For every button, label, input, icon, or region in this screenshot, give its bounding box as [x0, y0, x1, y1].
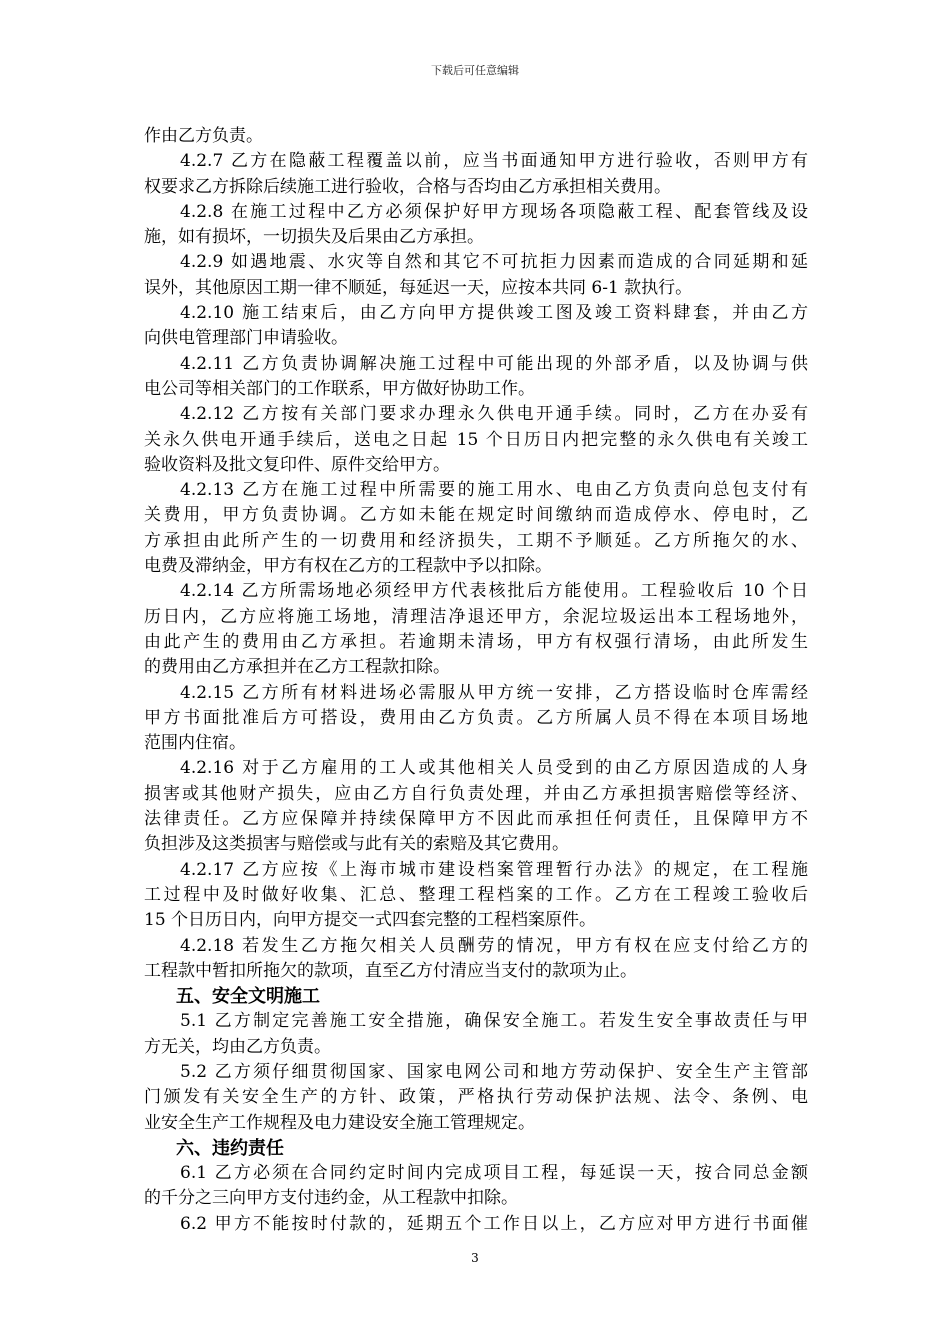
- text-line: 15 个日历日内，向甲方提交一式四套完整的工程档案原件。: [144, 910, 597, 931]
- clause-4-2-17: 4.2.17 乙方应按《上海市城市建设档案管理暂行办法》的规定，在工程施: [180, 859, 808, 880]
- text-line: 工程款中暂扣所拖欠的款项，直至乙方付清应当支付的款项为止。: [144, 960, 637, 981]
- text-line: 历日内，乙方应将施工场地，清理洁净退还甲方，余泥垃圾运出本工程场地外，: [144, 606, 808, 627]
- text-line: 误外，其他原因工期一律不顺延，每延迟一天，应按本共同 6-1 款执行。: [144, 277, 693, 298]
- text-line: 业安全生产工作规程及电力建设安全施工管理规定。: [144, 1112, 535, 1133]
- text-line: 由此产生的费用由乙方承担。若逾期未清场，甲方有权强行清场，由此所发生: [144, 631, 808, 652]
- clause-5-1: 5.1 乙方制定完善施工安全措施，确保安全施工。若发生安全事故责任与甲: [180, 1011, 808, 1032]
- text-line: 电费及滞纳金，甲方有权在乙方的工程款中予以扣除。: [144, 556, 552, 577]
- text-line: 方无关，均由乙方负责。: [144, 1036, 331, 1057]
- clause-6-2: 6.2 甲方不能按时付款的，延期五个工作日以上，乙方应对甲方进行书面催: [180, 1213, 808, 1234]
- text-line: 的费用由乙方承担并在乙方工程款扣除。: [144, 657, 450, 678]
- clause-4-2-18: 4.2.18 若发生乙方拖欠相关人员酬劳的情况，甲方有权在应支付给乙方的: [180, 935, 808, 956]
- text-line: 的千分之三向甲方支付违约金，从工程款中扣除。: [144, 1188, 518, 1209]
- text-line: 法律责任。乙方应保障并持续保障甲方不因此而承担任何责任，且保障甲方不: [144, 809, 808, 830]
- clause-4-2-7: 4.2.7 乙方在隐蔽工程覆盖以前，应当书面通知甲方进行验收，否则甲方有: [180, 151, 808, 172]
- page-number: 3: [471, 1251, 479, 1265]
- clause-6-1: 6.1 乙方必须在合同约定时间内完成项目工程，每延误一天，按合同总金额: [180, 1163, 808, 1184]
- text-line: 关费用，甲方负责协调。乙方如未能在规定时间缴纳而造成停水、停电时，乙: [144, 505, 808, 526]
- clause-4-2-8: 4.2.8 在施工过程中乙方必须保护好甲方现场各项隐蔽工程、配套管线及设: [180, 201, 808, 222]
- text-line: 范围内住宿。: [144, 733, 246, 754]
- text-line: 方承担由此所产生的一切费用和经济损失，工期不予顺延。乙方所拖欠的水、: [144, 530, 808, 551]
- text-line: 甲方书面批准后方可搭设，费用由乙方负责。乙方所属人员不得在本项目场地: [144, 707, 808, 728]
- text-line: 电公司等相关部门的工作联系，甲方做好协助工作。: [144, 378, 535, 399]
- text-line: 验收资料及批文复印件、原件交给甲方。: [144, 454, 450, 475]
- text-line: 损害或其他财产损失，应由乙方自行负责处理，并由乙方承担损害赔偿等经济、: [144, 783, 808, 804]
- text-line: 门颁发有关安全生产的方针、政策，严格执行劳动保护法规、法令、条例、电: [144, 1087, 808, 1108]
- clause-4-2-11: 4.2.11 乙方负责协调解决施工过程中可能出现的外部矛盾，以及协调与供: [180, 353, 808, 374]
- section-heading-safety: 五、安全文明施工: [176, 986, 320, 1008]
- clause-4-2-10: 4.2.10 施工结束后，由乙方向甲方提供竣工图及竣工资料肆套，并由乙方: [180, 303, 808, 324]
- page-header: 下载后可任意编辑: [431, 64, 519, 77]
- section-heading-liability: 六、违约责任: [176, 1137, 284, 1159]
- clause-5-2: 5.2 乙方须仔细贯彻国家、国家电网公司和地方劳动保护、安全生产主管部: [180, 1061, 808, 1082]
- text-line: 负担涉及这类损害与赔偿或与此有关的索赔及其它费用。: [144, 834, 569, 855]
- clause-4-2-9: 4.2.9 如遇地震、水灾等自然和其它不可抗拒力因素而造成的合同延期和延: [180, 252, 808, 273]
- clause-4-2-16: 4.2.16 对于乙方雇用的工人或其他相关人员受到的由乙方原因造成的人身: [180, 758, 808, 779]
- text-line: 工过程中及时做好收集、汇总、整理工程档案的工作。乙方在工程竣工验收后: [144, 884, 808, 905]
- text-line: 向供电管理部门申请验收。: [144, 328, 348, 349]
- clause-4-2-13: 4.2.13 乙方在施工过程中所需要的施工用水、电由乙方负责向总包支付有: [180, 480, 808, 501]
- text-line: 权要求乙方拆除后续施工进行验收，合格与否均由乙方承担相关费用。: [144, 176, 671, 197]
- text-line: 关永久供电开通手续后，送电之日起 15 个日历日内把完整的永久供电有关竣工: [144, 429, 808, 450]
- clause-4-2-15: 4.2.15 乙方所有材料进场必需服从甲方统一安排，乙方搭设临时仓库需经: [180, 682, 808, 703]
- text-line: 施，如有损坏，一切损失及后果由乙方承担。: [144, 227, 484, 248]
- clause-4-2-12: 4.2.12 乙方按有关部门要求办理永久供电开通手续。同时，乙方在办妥有: [180, 404, 808, 425]
- clause-4-2-14: 4.2.14 乙方所需场地必须经甲方代表核批后方能使用。工程验收后 10 个日: [180, 581, 808, 602]
- document-body: [144, 124, 808, 1237]
- text-line: 作由乙方负责。: [144, 126, 263, 146]
